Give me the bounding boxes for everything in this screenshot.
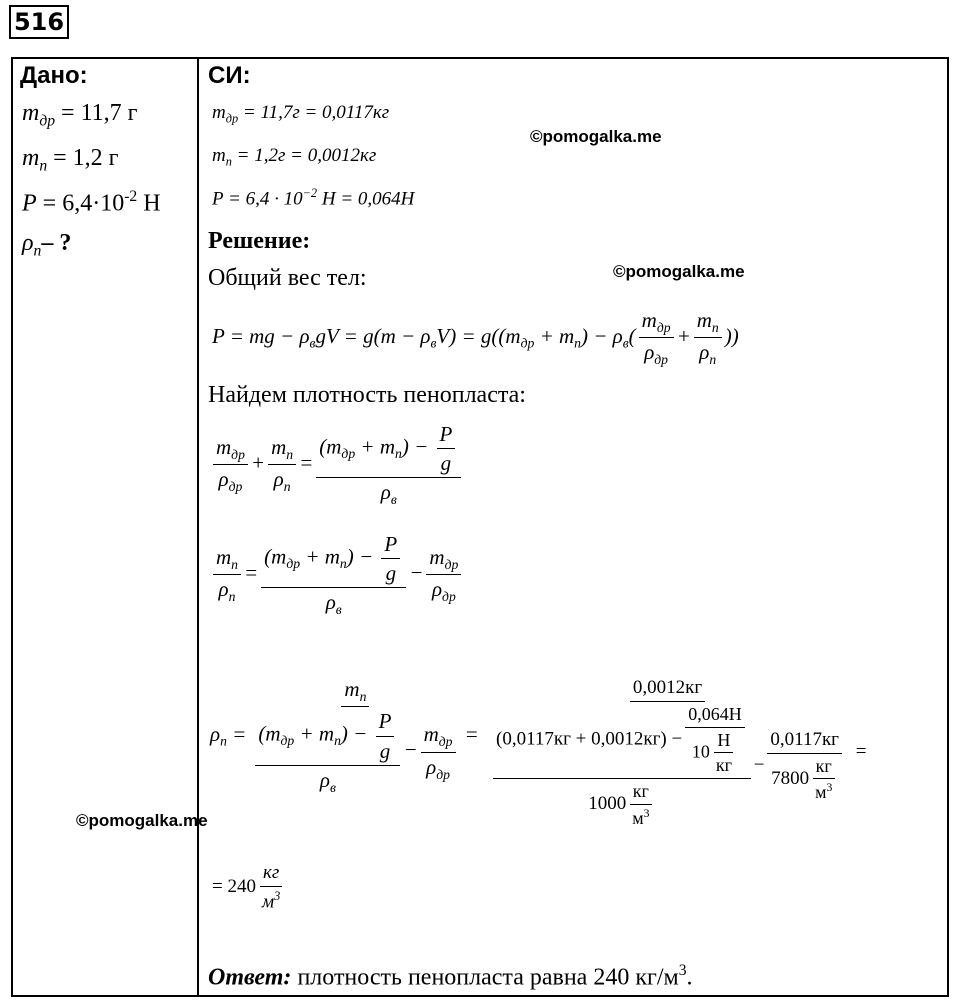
answer-label: Ответ: bbox=[208, 964, 292, 991]
si-line-3: $P = 6,4 \cdot 10^{-2}$ Н = 0,064Н bbox=[212, 186, 415, 210]
problem-number: 516 bbox=[9, 5, 69, 39]
answer-line: Ответ: плотность пенопласта равна 240 $кг/м^3$. bbox=[208, 962, 693, 991]
given-find: $\rho_п-$ ? bbox=[22, 230, 72, 260]
given-m-dr: $m_{др} = 11,7$ г bbox=[22, 100, 138, 130]
watermark-2: ©pomogalka.me bbox=[613, 262, 745, 281]
equation-3-numeric: 0,0012кг (0,0117кг + 0,0012кг) − 0,064Н 10 $\frac{Н}{кг}$ 1000 $\frac{кг}{м^3}$ − 0,0117кг 7800 $\frac{кг}{м^3}$ = bbox=[484, 677, 866, 828]
result: = 240 $\frac{кг}{м^3}$ bbox=[212, 862, 281, 913]
si-line-2: $m_п = 1,2г = 0,0012кг$ bbox=[212, 145, 377, 169]
given-weight: $P = 6,4\cdot 10^{-2}$ Н bbox=[22, 188, 161, 217]
solution-header: Решение: bbox=[208, 228, 311, 254]
weight-text: Общий вес тел: bbox=[208, 265, 367, 291]
density-text: Найдем плотность пенопласта: bbox=[208, 382, 526, 408]
given-m-n: $m_п = 1,2$ г bbox=[22, 145, 119, 175]
equation-3-symbolic: $\rho_п$ = $m_п$ $(m_{др} + m_п)$ − $\frac{P}{g}$ $\rho_в$ − $\frac{m_{др}}{\rho_{др}}$ = bbox=[210, 677, 479, 795]
watermark-3: ©pomogalka.me bbox=[76, 811, 208, 830]
given-header: Дано: bbox=[20, 62, 88, 89]
equation-1: $\frac{m_{др}}{\rho_{др}}$ + $\frac{m_п}{\rho_п}$ = $(m_{др} + m_п)$ − $\frac{P}{g}$ $\rho_в$ bbox=[210, 422, 464, 508]
weight-formula: P = mg − $\rho_вgV = g(m - \rho_вV) = g((m_{др} + m_п) - \rho_в$( $\frac{m_{др}}{\rho_{др}}$ + $\frac{m_п}{\rho_п}$ )) bbox=[212, 308, 739, 368]
si-line-1: $m_{др} = 11,7г = 0,0117кг$ bbox=[212, 102, 390, 126]
equation-2: $\frac{m_п}{\rho_п}$ = $(m_{др} + m_п)$ − $\frac{P}{g}$ $\rho_в$ − $\frac{m_{др}}{\rho_{др}}$ bbox=[210, 532, 464, 618]
column-divider bbox=[197, 57, 199, 997]
si-header: СИ: bbox=[208, 62, 251, 89]
watermark-1: ©pomogalka.me bbox=[530, 127, 662, 146]
